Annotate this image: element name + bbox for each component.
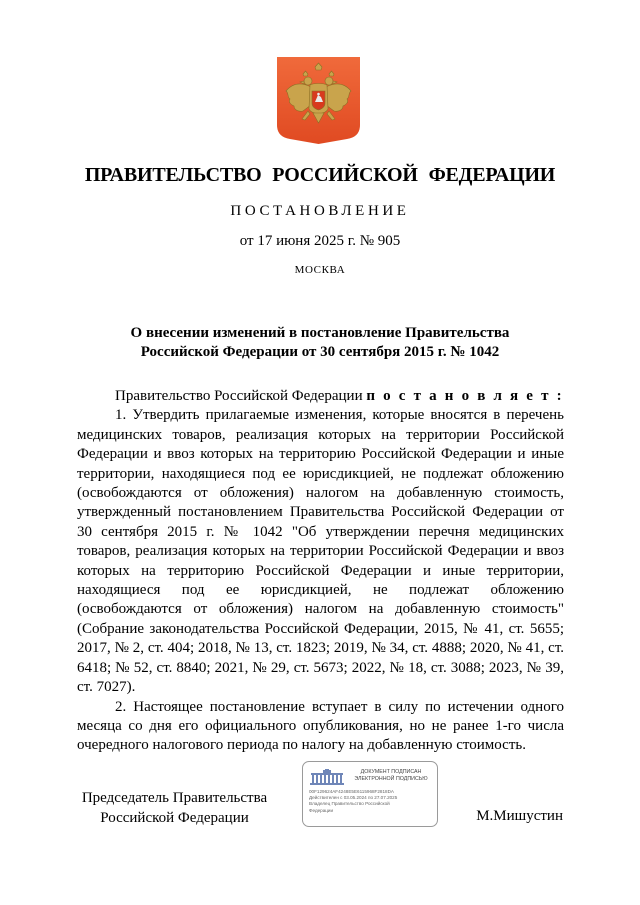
stamp-title-line-1: ДОКУМЕНТ ПОДПИСАН <box>360 769 422 775</box>
position-line-1: Председатель Правительства <box>81 790 268 806</box>
document-body <box>77 387 564 756</box>
certificate-owner-line-1: Владелец Правительство Российской <box>309 801 390 807</box>
stamp-title-line-2: ЭЛЕКТРОННОЙ ПОДПИСЬЮ <box>354 776 428 782</box>
signatory-name: М.Мишустин <box>476 808 563 824</box>
stamp-title <box>347 769 435 783</box>
position-line-2: Российской Федерации <box>100 809 249 826</box>
heading-line-1: О внесении изменений в постановление Правительства <box>130 325 510 341</box>
certificate-number: 00F129624AF4248E5E6115968F2818DA <box>309 789 394 794</box>
stamp-details <box>309 789 435 814</box>
signatory-position <box>77 789 272 828</box>
document-date-number: от 17 июня 2025 г. № 905 <box>239 233 401 249</box>
document-city: МОСКВА <box>294 264 346 276</box>
government-title: ПРАВИТЕЛЬСТВО РОССИЙСКОЙ ФЕДЕРАЦИИ <box>84 164 556 186</box>
item-2-paragraph: 2. Настоящее постановление вступает в силу по истечении одного месяца со дня его официального опубликования, но не ранее 1-го числа очередного налогового периода по налогу на добавленную стоимость. <box>77 698 564 754</box>
intro-paragraph <box>77 387 564 406</box>
intro-text: Правительство Российской Федерации <box>115 388 363 404</box>
government-building-icon <box>309 769 345 785</box>
coat-of-arms-icon <box>277 57 360 144</box>
certificate-validity: Действителен с 03.05.2024 по 27.07.2025 <box>309 795 398 801</box>
certificate-owner-line-2: Федерации <box>309 807 334 813</box>
heading-line-2: Российской Федерации от 30 сентября 2015 г. № 1042 <box>140 344 500 360</box>
decree-word: п о с т а н о в л я е т : <box>366 388 564 404</box>
document-heading <box>100 324 540 362</box>
item-1-paragraph: 1. Утвердить прилагаемые изменения, которые вносятся в перечень медицинских товаров, реализация которых на территории Российской Федерации и ввоз которых на территорию Российской Федерации и иные территории, находящиеся под ее юрисдикцией, не подлежат обложению (освобождаются от обложения) налогом на добавленную стоимость, утвержденный постановлением Правительства Российской Федерации от 30 сентября 2015 г. № 1042 "Об утверждении перечня медицинских товаров, реализация которых на территории Российской Федерации и ввоз которых на территорию Российской Федерации и иные территории, находящиеся под ее юрисдикцией, не подлежат обложению (освобождаются от обложения) налогом на добавленную стоимость" (Собрание законодательства Российской Федерации, 2015, № 41, ст. 5655; 2017, № 2, ст. 404; 2018, № 13, ст. 1823; 2019, № 34, ст. 4888; 2020, № 41, ст. 6418; № 52, ст. 8840; 2021, № 29, ст. 5673; 2022, № 18, ст. 3088; 2023, № 39, ст. 7027). <box>77 407 564 696</box>
document-type: ПОСТАНОВЛЕНИЕ <box>230 203 410 219</box>
electronic-signature-stamp <box>302 761 438 827</box>
